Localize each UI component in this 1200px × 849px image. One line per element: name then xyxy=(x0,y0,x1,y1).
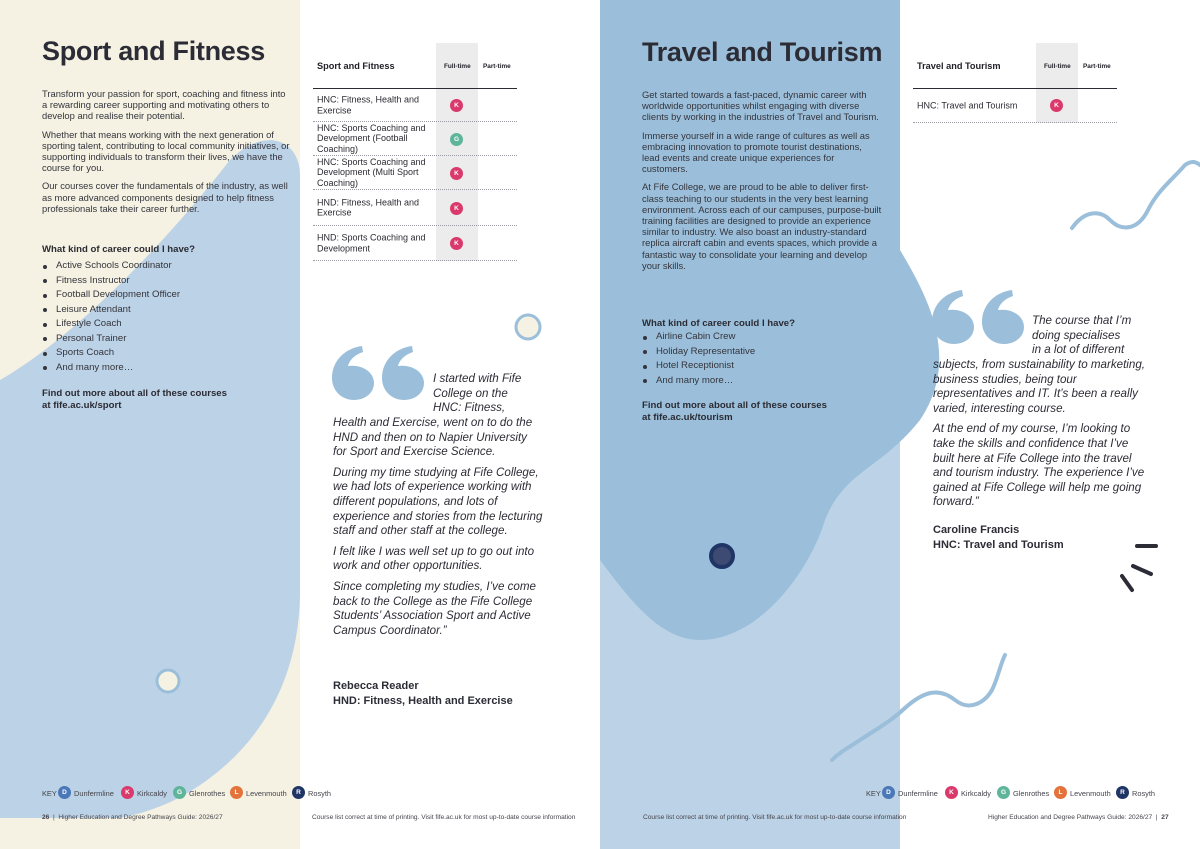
campus-key xyxy=(42,786,342,800)
campus-badge: K xyxy=(945,786,958,799)
course-name: HNC: Fitness, Health and Exercise xyxy=(317,94,420,115)
quote-paragraph: Since completing my studies, I’ve come back to the College as the Fife College Students’ Association Sport and Active Campus Coordinator.” xyxy=(333,579,536,637)
course-name: HNC: Sports Coaching and Development (Football Coaching) xyxy=(317,122,426,154)
travel-paragraph: Get started towards a fast-paced, dynamic career with worldwide opportunities whilst engaging with diverse clients by working in the industries of Travel and Tourism. xyxy=(642,89,879,123)
campus-badge: L xyxy=(230,786,243,799)
cream-ring-decoration xyxy=(516,315,540,339)
table-row xyxy=(313,89,517,122)
quote-line: in a lot of different xyxy=(1032,343,1125,357)
campus-badge: G xyxy=(173,786,186,799)
table-row xyxy=(313,122,517,156)
travel-course-link[interactable]: at fife.ac.uk/tourism xyxy=(642,412,733,423)
wave-decoration-bottom xyxy=(905,655,1005,708)
list-item: And many more… xyxy=(42,361,282,376)
footer-separator: | xyxy=(1155,814,1158,821)
quote-author: Caroline Francis xyxy=(933,524,1020,536)
list-item: Airline Cabin Crew xyxy=(642,330,882,345)
quote-mark-icon xyxy=(932,290,1028,344)
guide-title: Higher Education and Degree Pathways Guide: 2026/27 xyxy=(58,814,223,821)
footer-right xyxy=(988,814,1169,821)
travel-career-list xyxy=(642,330,882,388)
travel-title: Travel and Tourism xyxy=(642,37,883,67)
sport-course-table xyxy=(313,43,517,261)
sport-paragraph: Whether that means working with the next generation of sporting talent, contributing to local community initiatives, or supporting individuals to transform their lives, we have the course for you. xyxy=(42,128,290,174)
list-item: And many more… xyxy=(642,374,882,389)
campus-badge: D xyxy=(58,786,71,799)
sport-course-link[interactable]: at fife.ac.uk/sport xyxy=(42,400,122,411)
find-out-text: Find out more about all of these courses xyxy=(642,400,827,411)
list-item: Hotel Receptionist xyxy=(642,359,882,374)
wave-decoration-top xyxy=(1072,162,1200,228)
sport-paragraph: Our courses cover the fundamentals of the industry, as well as more advanced components designed to help fitness professionals take their career further. xyxy=(42,180,288,214)
campus-badge: D xyxy=(882,786,895,799)
campus-name: Levenmouth xyxy=(1070,789,1111,798)
cream-ring-decoration-bottom xyxy=(157,670,179,692)
table-header: Travel and Tourism xyxy=(917,61,1001,71)
campus-name: Levenmouth xyxy=(246,789,287,798)
campus-name: Glenrothes xyxy=(189,789,226,798)
list-item: Football Development Officer xyxy=(42,288,282,303)
table-header: Sport and Fitness xyxy=(317,61,395,71)
quote-paragraph: I felt like I was well set up to go out into work and other opportunities. xyxy=(333,544,535,573)
travel-intro xyxy=(642,89,882,278)
quote-line: I started with Fife xyxy=(433,372,522,385)
travel-quote-attribution xyxy=(933,523,1064,552)
part-time-header: Part-time xyxy=(483,63,511,70)
part-time-header: Part-time xyxy=(1083,63,1111,70)
quote-line: doing specialises xyxy=(1032,328,1121,342)
guide-title: Higher Education and Degree Pathways Guide: 2026/27 xyxy=(988,814,1153,821)
full-time-header: Full-time xyxy=(1044,63,1071,70)
campus-name: Kirkcaldy xyxy=(137,789,167,798)
quote-author: Rebecca Reader xyxy=(333,680,419,692)
navy-ring-decoration xyxy=(711,545,733,567)
sport-paragraph: Transform your passion for sport, coaching and fitness into a rewarding career supporting and motivating others to develop and realise their potential. xyxy=(42,88,286,122)
quote-paragraph: During my time studying at Fife College, we had lots of experience working with different populations, and lots of experience and stories from the lecturing staff and other staff at the college. xyxy=(333,465,543,538)
table-row xyxy=(313,226,517,261)
course-name: HND: Fitness, Health and Exercise xyxy=(317,196,420,218)
footer-notice-right: Course list correct at time of printing. Visit fife.ac.uk for most up-to-date course information xyxy=(643,814,907,821)
footer-separator: | xyxy=(53,814,55,821)
sport-find-out xyxy=(42,388,227,412)
quote-paragraph: subjects, from sustainability to marketing, business studies, being tour representatives and IT. It’s been a really varied, interesting course. xyxy=(933,358,1145,415)
campus-name: Kirkcaldy xyxy=(961,789,991,798)
campus-name: Glenrothes xyxy=(1013,789,1050,798)
list-item: Leisure Attendant xyxy=(42,303,282,318)
quote-course: HND: Fitness, Health and Exercise xyxy=(333,694,513,707)
list-item: Personal Trainer xyxy=(42,332,282,347)
campus-name: Rosyth xyxy=(308,789,332,798)
campus-badge: K xyxy=(450,167,463,180)
quote-line: HNC: Fitness, xyxy=(433,401,506,415)
key-label: KEY xyxy=(866,789,881,798)
quote-mark-icon xyxy=(332,346,428,400)
list-item: Sports Coach xyxy=(42,346,282,361)
quote-course: HNC: Travel and Tourism xyxy=(933,538,1064,551)
travel-course-table xyxy=(913,43,1117,123)
sport-quote-lead xyxy=(433,372,543,416)
find-out-text: Find out more about all of these courses xyxy=(42,388,227,399)
footer-notice-left: Course list correct at time of printing. Visit fife.ac.uk for most up-to-date course information xyxy=(312,814,576,821)
travel-career-heading: What kind of career could I have? xyxy=(642,318,795,329)
quote-line: College on the xyxy=(433,386,508,400)
list-item: Lifestyle Coach xyxy=(42,317,282,332)
table-row xyxy=(313,156,517,190)
campus-badge: G xyxy=(450,133,463,146)
campus-badge: G xyxy=(997,786,1010,799)
campus-badge: L xyxy=(1054,786,1067,799)
travel-quote-lead xyxy=(1032,314,1152,358)
campus-key xyxy=(866,786,1166,800)
campus-badge: K xyxy=(450,99,463,112)
campus-badge: K xyxy=(1050,99,1063,112)
sport-intro xyxy=(42,88,290,221)
sport-title: Sport and Fitness xyxy=(42,36,265,66)
travel-paragraph: At Fife College, we are proud to be able to deliver first-class teaching to our students in the very best learning environment. Across each of our campuses, purpose-built training facilities are designed to provide an experience similar to industry. We also boast an industry-standard replica aircraft cabin and events spaces, which provide a fantastic way to consolidate your learning and develop your skills. xyxy=(642,181,882,271)
full-time-header: Full-time xyxy=(444,63,471,70)
travel-quote-body xyxy=(933,358,1151,516)
campus-badge: K xyxy=(121,786,134,799)
table-row xyxy=(913,89,1117,123)
list-item: Fitness Instructor xyxy=(42,274,282,289)
sport-career-list xyxy=(42,259,282,375)
page-number: 27 xyxy=(1161,814,1169,821)
list-item: Active Schools Coordinator xyxy=(42,259,282,274)
course-name: HNC: Sports Coaching and Development (Multi Sport Coaching) xyxy=(317,156,426,188)
key-label: KEY xyxy=(42,789,57,798)
dash-decoration xyxy=(1133,566,1151,574)
page-number: 26 xyxy=(42,814,50,821)
footer-left xyxy=(42,814,223,821)
course-name: HNC: Travel and Tourism xyxy=(917,100,1018,111)
campus-name: Dunfermline xyxy=(898,789,938,798)
campus-badge: K xyxy=(450,202,463,215)
travel-find-out xyxy=(642,400,827,424)
quote-paragraph: Health and Exercise, went on to do the HND and then on to Napier University for Sport and Exercise Science. xyxy=(333,416,533,459)
sport-quote-attribution xyxy=(333,679,513,708)
quote-paragraph: At the end of my course, I’m looking to take the skills and confidence that I’ve built here at Fife College into the travel and tourism industry. The experience I’ve gained at Fife College will help me going forward.” xyxy=(933,422,1145,509)
campus-badge: R xyxy=(1116,786,1129,799)
campus-badge: R xyxy=(292,786,305,799)
sport-career-heading: What kind of career could I have? xyxy=(42,244,195,255)
travel-paragraph: Immerse yourself in a wide range of cultures as well as embracing innovation to promote tourist destinations, lead events and create unique experiences for customers. xyxy=(642,129,870,175)
dash-decoration xyxy=(1122,576,1132,590)
quote-line: The course that I’m xyxy=(1032,314,1132,327)
course-name: HND: Sports Coaching and Development xyxy=(317,232,426,253)
list-item: Holiday Representative xyxy=(642,345,882,360)
table-row xyxy=(313,190,517,226)
sport-quote-body xyxy=(333,416,543,644)
campus-name: Dunfermline xyxy=(74,789,114,798)
campus-name: Rosyth xyxy=(1132,789,1156,798)
campus-badge: K xyxy=(450,237,463,250)
